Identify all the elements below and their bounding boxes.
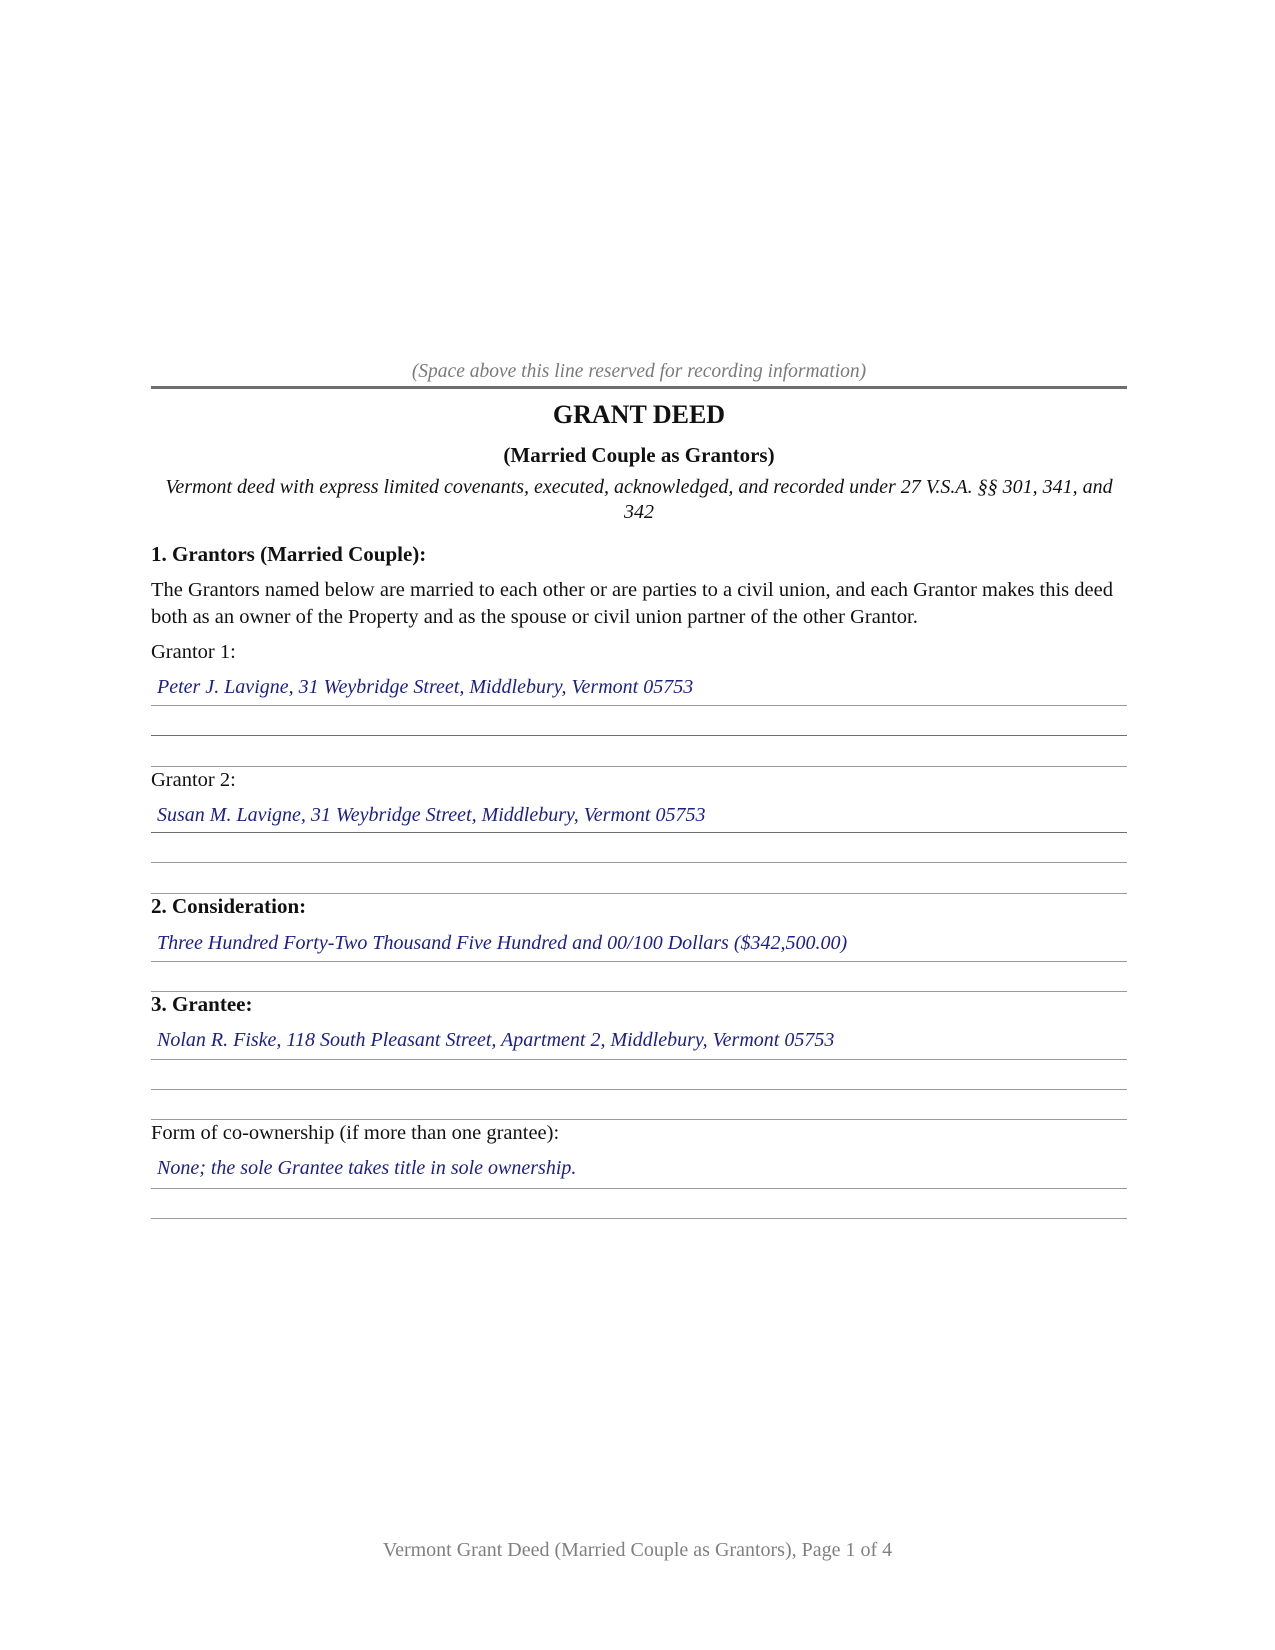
coownership-line-1 [151, 1188, 1127, 1189]
grantee-field[interactable]: Nolan R. Fiske, 118 South Pleasant Street, Apartment 2, Middlebury, Vermont 05753 [157, 1029, 835, 1051]
grantor1-label: Grantor 1: [151, 641, 236, 663]
grantor1-line-1 [151, 705, 1127, 706]
consideration-line-1 [151, 961, 1127, 962]
grantor1-field[interactable]: Peter J. Lavigne, 31 Weybridge Street, Middlebury, Vermont 05753 [157, 676, 694, 698]
grantor2-line-2 [151, 862, 1127, 863]
grantor2-field[interactable]: Susan M. Lavigne, 31 Weybridge Street, Middlebury, Vermont 05753 [157, 804, 706, 826]
consideration-field[interactable]: Three Hundred Forty-Two Thousand Five Hundred and 00/100 Dollars ($342,500.00) [157, 932, 848, 954]
coownership-field[interactable]: None; the sole Grantee takes title in sole ownership. [157, 1157, 577, 1179]
consideration-heading: 2. Consideration: [151, 894, 307, 918]
recording-space-note: (Space above this line reserved for recording information) [411, 361, 867, 382]
grantor2-label: Grantor 2: [151, 769, 236, 791]
grantee-heading: 3. Grantee: [151, 992, 253, 1016]
statute-line: Vermont deed with express limited covenants, executed, acknowledged, and recorded under 27 V.S.A. §§ 301, 341, and 342 [165, 476, 1113, 523]
page-footer: Vermont Grant Deed (Married Couple as Grantors), Page 1 of 4 [382, 1539, 893, 1561]
document-subtitle: (Married Couple as Grantors) [503, 443, 775, 467]
grantee-line-1 [151, 1059, 1127, 1060]
coownership-label: Form of co-ownership (if more than one grantee): [151, 1122, 560, 1144]
grantor2-line-1 [151, 832, 1127, 833]
grantor1-line-2 [151, 735, 1127, 736]
coownership-line-2 [151, 1218, 1127, 1219]
document-title: GRANT DEED [552, 400, 726, 429]
grantors-heading: 1. Grantors (Married Couple): [151, 542, 427, 566]
recording-divider [151, 386, 1127, 389]
grantors-intro: The Grantors named below are married to each other or are parties to a civil union, and each Grantor makes this deed both as an owner of the Property and as the spouse or civil union partner of the other Grantor. [151, 579, 1113, 628]
grantee-line-2 [151, 1089, 1127, 1090]
